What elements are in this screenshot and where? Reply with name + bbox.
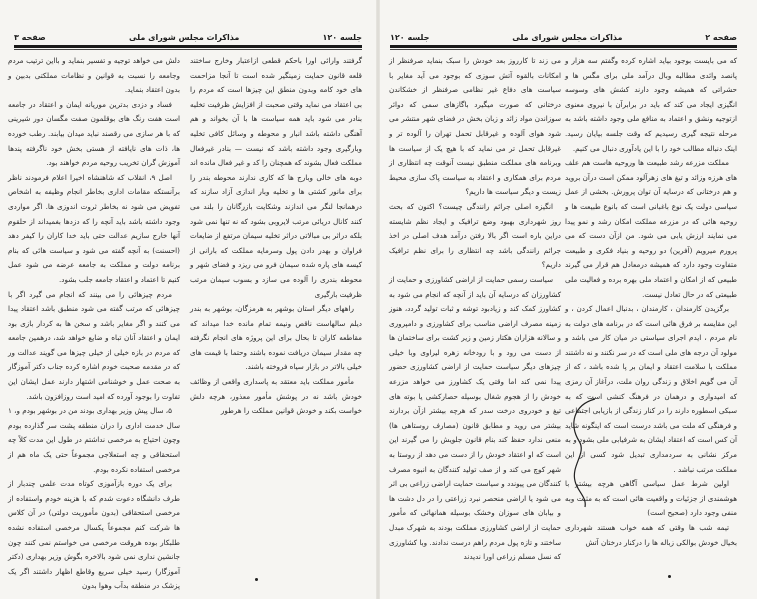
text-column-right: [565, 54, 737, 550]
ink-dot: [668, 575, 671, 578]
paragraph: برگزیدن کارمندان ، کارمندان ، بدنبال اعمال کردن ، و این مقایسه بر فرق هائی است که در برنامه های دولت به نام مردم ، ایدم اجرای سیاستی در میان کار می باشد و مولود آن درجه های ملی است که در سر نکنند و نه داشتند مملکت با سلامت اعتقاد و ایمان بر پا شده باشد ، که از آن می گویم اخلاق و زندگی روان ملت، درآغاز آن رمزی که امیدواری و درهمان در فرهنگ کنشی است که به سبکی اسطوره دارند را در کنار زندگی از بازیابی اجتماعی و فرهنگی که ملت می باشد درست است که اینگونه شاید آن کس است که اعتقاد ایشان به شرفیابی ملی بشود و به مرکز نشانی به سردمداری تبدیل شود کسی از این مملکت مرتب نباشد .: [565, 304, 737, 474]
paragraph: ۵، سال پیش وزیر بهداری بودند من در بوشهر بودم و، ۱ سال خدمت اداری را دران منطقه پشت سر گذارده بودم وچون احتیاج به مرخصی نداشتم در طول این مدت کلاً چه استحقاقی و چه استعلاجی مجموعاً حتی یک ماه هم از مرخصی استفاده نکرده بودم.: [8, 406, 180, 474]
publication-title: مذاکرات مجلس شورای ملی: [512, 32, 623, 42]
session-number: جلسه ۱۲۰: [322, 32, 362, 42]
paragraph: دلش می خواهد توجیه و تفسیر بنماید و بااین ترتیب مردم وجامعه را نسبت به قوانین و نظامات مملکتی بدبین و بدون اعتقاد بنماید.: [8, 56, 180, 95]
text-column-left: [389, 54, 561, 565]
header-rule: [14, 45, 362, 48]
header-rule-thin: [14, 49, 362, 50]
paragraph: فساد و دزدی بدترین موریانه ایمان و اعتقاد در جامعه است هفت رنگ های بوقلمون صفت مگسان دور شیرینی که با هر سازی می رقصند نباید میدان بیابند. رطب خورده ها، ذات های نایافته از هستی بخش خود ناگرفته پندها آموزش گران تخریب روحیه مردم خواهند بود.: [8, 99, 180, 168]
paragraph: تیمه شب ها وقتی که همه خواب هستند شهرداری بخیال خودش بوالکی زباله ها را درکنار درختان آتش: [565, 523, 737, 547]
page-header: [390, 30, 737, 44]
publication-title: مذاکرات مجلس شورای ملی: [129, 32, 240, 42]
paragraph: مردم چیزهائی را می بینند که انجام می گیرد اگر با چیزهائی که مرتب گفته می شود منطبق باشد اعتقاد پیدا می کنند و اگر مغایر باشد و سخن ها به کردار بازی بود ایمان و اعتقاد آنان تباه و ضایع خواهد شد، درهمین جامعه که مردم در بازه خیلی از خیلی چیزها می گویند عدالت ور که در مقدمه صحبت خودم اشاره کرده جناب دکتر آموزگار به صحت عمل و خوشنامی اشتهار دارند عمل ایشان این تفاوت را بوجود آورده که امید است روزافزون باشد.: [8, 289, 180, 401]
paragraph: راههای دیگر استان بوشهر به هرمزگان، بوشهر به بندر دیلم سالهاست ناقص ونیمه تمام مانده خدا میداند که مقاطعه کاران تا بحال برای این پروژه های انجام نگرفته چه مقدار سیمان دریافت نموده باشند وحتما با قیمت های خیلی بالاتر در بازار سیاه فروخته باشند.: [190, 304, 362, 372]
paragraph: گرفتند وارائی اورا باحکم قطعی ازاعتبار وخارج ساختند قلعه قانون حمایت زمینگیر شده است تا آنجا مزاحمت های خود کامه وبدون منطق این چیزها است که مردم را بی اعتقاد می نماید وقتی صحبت از افزایش ظرفیت تخلیه بنادر می شود باید همه سیاست ها با آن بخواند و هم آهنگی داشته باشد انبار و محوطه و وسائل کافی تخلیه وبارگیری وجود داشته باشد که نیست — بنادر غیرفعال مملکت فعال بشوند که همچنان را کد و غیر فعال مانده اند دوبه های خالی وبارج ها که کاری ندارند محوطه بندر را برای مانور کشتی ها و تخلیه وبار اندازی آزاد سازند که درهمانجا لنگر می اندازند وشکایت بازرگانان را بلند می کنند کانال دریائی مرتب لایروبی بشود که نه تنها نمی شود بلکه دراثر بی مبالاتی دراثر تخلیه سیمان مرتفع از ضایعات فراوان و بهدر دادن پول وسرمایه مملکت که بارانی از کیسه های پاره شده سیمان فرو می ریزد و فضای شهر و محوطه بندری را آلوده می سازد و بسوب سیمان مرتب ظرفیت بارگیری: [190, 56, 362, 299]
paragraph: اصل ۹، انقلاب که شاهنشاه اخیرا اعلام فرمودند ناظر برآنستکه مقامات اداری بخاطر انجام وظیفه به اشخاص تفویض می شود نه بخاطر ثروت اندوزی ها. اگر مواردی وجود داشته باشد باید آنچه را که دزدها بغمیداند از حلقوم آنها خارج سازیم عدالت حتی باید خدا کاران را کیفر دهد (احسنت) به آنچه گفته می شود و سیاست هائی که بنام برنامه دولت و مملکت به جامعه عرضه می شود عمل کنیم تا اعتماد و اعتقاد جامعه جلب بشود.: [8, 172, 180, 284]
text-column-left: [8, 54, 180, 594]
paragraph: که می بایست بوجود بیاید اشاره کرده وگفتم سه هزار و پانصد وائدی مطالبه وبال درآمد ملی برای مگس ها و حشراتی که همیشه وجود دارند کشش های وسوسه انگیزی ایجاد می کند که باید در برابرآن با نیروی معنوی ازتوجیه ونشق و اعتماد به منافع ملی وجود داشته باشد به مرحله نتیجه گیری رسیدیم که وقت جلسه بپایان رسید. اینک دنباله مطالب خود را با این یادآوری دنبال می کنیم.: [565, 56, 737, 153]
paragraph: می زند تا کارروز بعد خودش را سبک بنماید صرفنظر از امکانات بالقوه آتش سوزی که بوجود می آید مغایر با سیاست های دفاع غیر نظامی صرفنظر از خشکاندن درختانی که صورت میگیرد باگازهای سمی که دوائر سوزاندن مواد زائد و زبان بخش در فضای شهر منتشر می شود هوای آلوده و غیرقابل تحمل تهران را آلوده تر و غیرقابل تحمل تر می نماید که با هیچ یک از سیاست ها وبرنامه های مملکت منطبق نیست آنوقت چه انتظاری از مردم برای همکاری و اعتقاد به سیاست پاک سازی محیط زیست و دیگر سیاست ها داریم؟: [389, 56, 561, 197]
page-number: صفحه ۳: [14, 32, 46, 42]
ink-dot: [255, 578, 258, 581]
header-rule-thin: [390, 49, 737, 50]
page-2: [378, 0, 757, 599]
paragraph: انگیزه اصلی جرائم رانندگی چیست؟ اکنون که بحث روز شهرداری بهبود وضع ترافیک و ایجاد نظم شایسته دراین باره است اگر بالا رفتن درآمد هدف اصلی در اخذ جرائم رانندگی باشد چه انتظاری را برای نظم ترافیک داریم؟: [389, 201, 561, 270]
page-3: [0, 0, 378, 599]
paragraph: اولین شرط عمل سیاسی آگاهی هرچه بیشتر با هوشمندی از جزئیات و واقعیت هائی است که به مثبت وبه منفی وجود دارد (صحیح است): [565, 479, 737, 518]
paragraph: مأمور مملکت باید معتقد به پاسداری واقعی از وظائف خودش باشد نه در پوشش مأمور معذور، هرچه دلش خواست بکند و خودش قوانین مملکت را هرطور: [190, 377, 362, 416]
paragraph: برای یک دوره بازآموزی کوتاه مدت علمی چندبار از طرف دانشگاه دعوت شدم که با هزینه خودم واستفاده از مرخصی استحقاقی (بدون مأموریت دولتی) در آن کلاس ها شرکت کنم مجموعاً یکسال مرخصی استفاده نشده طلبکار بوده هروقت مرخصی می خواستم نمی کنند چون جانشین نداری نمی شود بالاخره بگوش وزیر بهداری (دکتر آموزگار) رسید خیلی سریع وقاطع اظهار داشتند اگر یک پزشک در منطقه بدآب وهوا بدون: [8, 479, 180, 591]
page-header: [14, 30, 362, 44]
header-rule: [390, 45, 737, 48]
paragraph: مملکت مزرعه رشد طبیعت ها وروحیه هاست هم علف های هرزه وزائد و تیغ های زهرآلود ممکن است درآن بروید و هم درختانی که درسایه آن توان پرورش. بخشی از عمل سیاسی دولت یک نوع باغبانی است که بانوع طبیعت ها و روحیه هائی که در مزرعه مملکت امکان رشد و نمو پیدا می نمایند ارزش یابی می شود. من ازآن دست که می پرورم میرویم (آفرین) دو روحیه و بنیاد فکری و طبیعت متفاوت وجود دارد که همیشه درمعادل هم قرار می گیرند طبیعی که از امکان و اعتماد ملی بهره برده و فعالیت ملی طبیعتی که در حال تعادل نیست.: [565, 158, 737, 299]
session-number: جلسه ۱۲۰: [390, 32, 430, 42]
page-number: صفحه ۲: [705, 32, 737, 42]
paragraph: سیاست رسمی حمایت از اراضی کشاورزی و حمایت از کشاورزان که درسایه آن باید از آنچه که انجام می شود به کشاورز کمک کند و زیادبود توشه و ثبات تولید گردد، هنوز زمینه مصرف اراضی مناسب برای کشاورزی و دامپروری و سالانه هزاران هکتار زمین و زیر کشت برای ساختمان ها از دست می رود و با رودخانه زهره لیراوی وبا خیلی چیزهای دیگر سیاست حمایت از اراضی کشاورزی حضور پیدا نمی کند اما وقتی یک کشاورز می خواهد مزرعه خودش را از هجوم شغال بوسیله حصارکشی یا بوته های تیغ و خودروی درخت سدر که هرچه بیشتر ازآن بردارند بیشتر می روید و مطابق قانون (مصارف روستاهی ها) منعی ندارد حفظ کند بنام قانون جلویش را می گیرند این است که او اعتقاد خودش را از دست می دهد از روستا به شهر کوچ می کند و از صف تولید کنندگان به انبوه مصرف کنندگان می پیوندد و سیاست حمایت اراضی زراعی بی اثر می شود یا اراضی منحصر نبرد زراعتی را در دل دشت ها و بیابان های سوزان وخشک بوسیله همانهائی که مأمور حمایت از اراضی کشاورزی مملکت بودند به شهرک مبدل ساختند و تازه پول مردم راهم درست ندادند. وبا کشاورزی که نسل مسلم زراعی اورا ندیدند: [389, 274, 561, 562]
text-column-right: [190, 54, 362, 419]
